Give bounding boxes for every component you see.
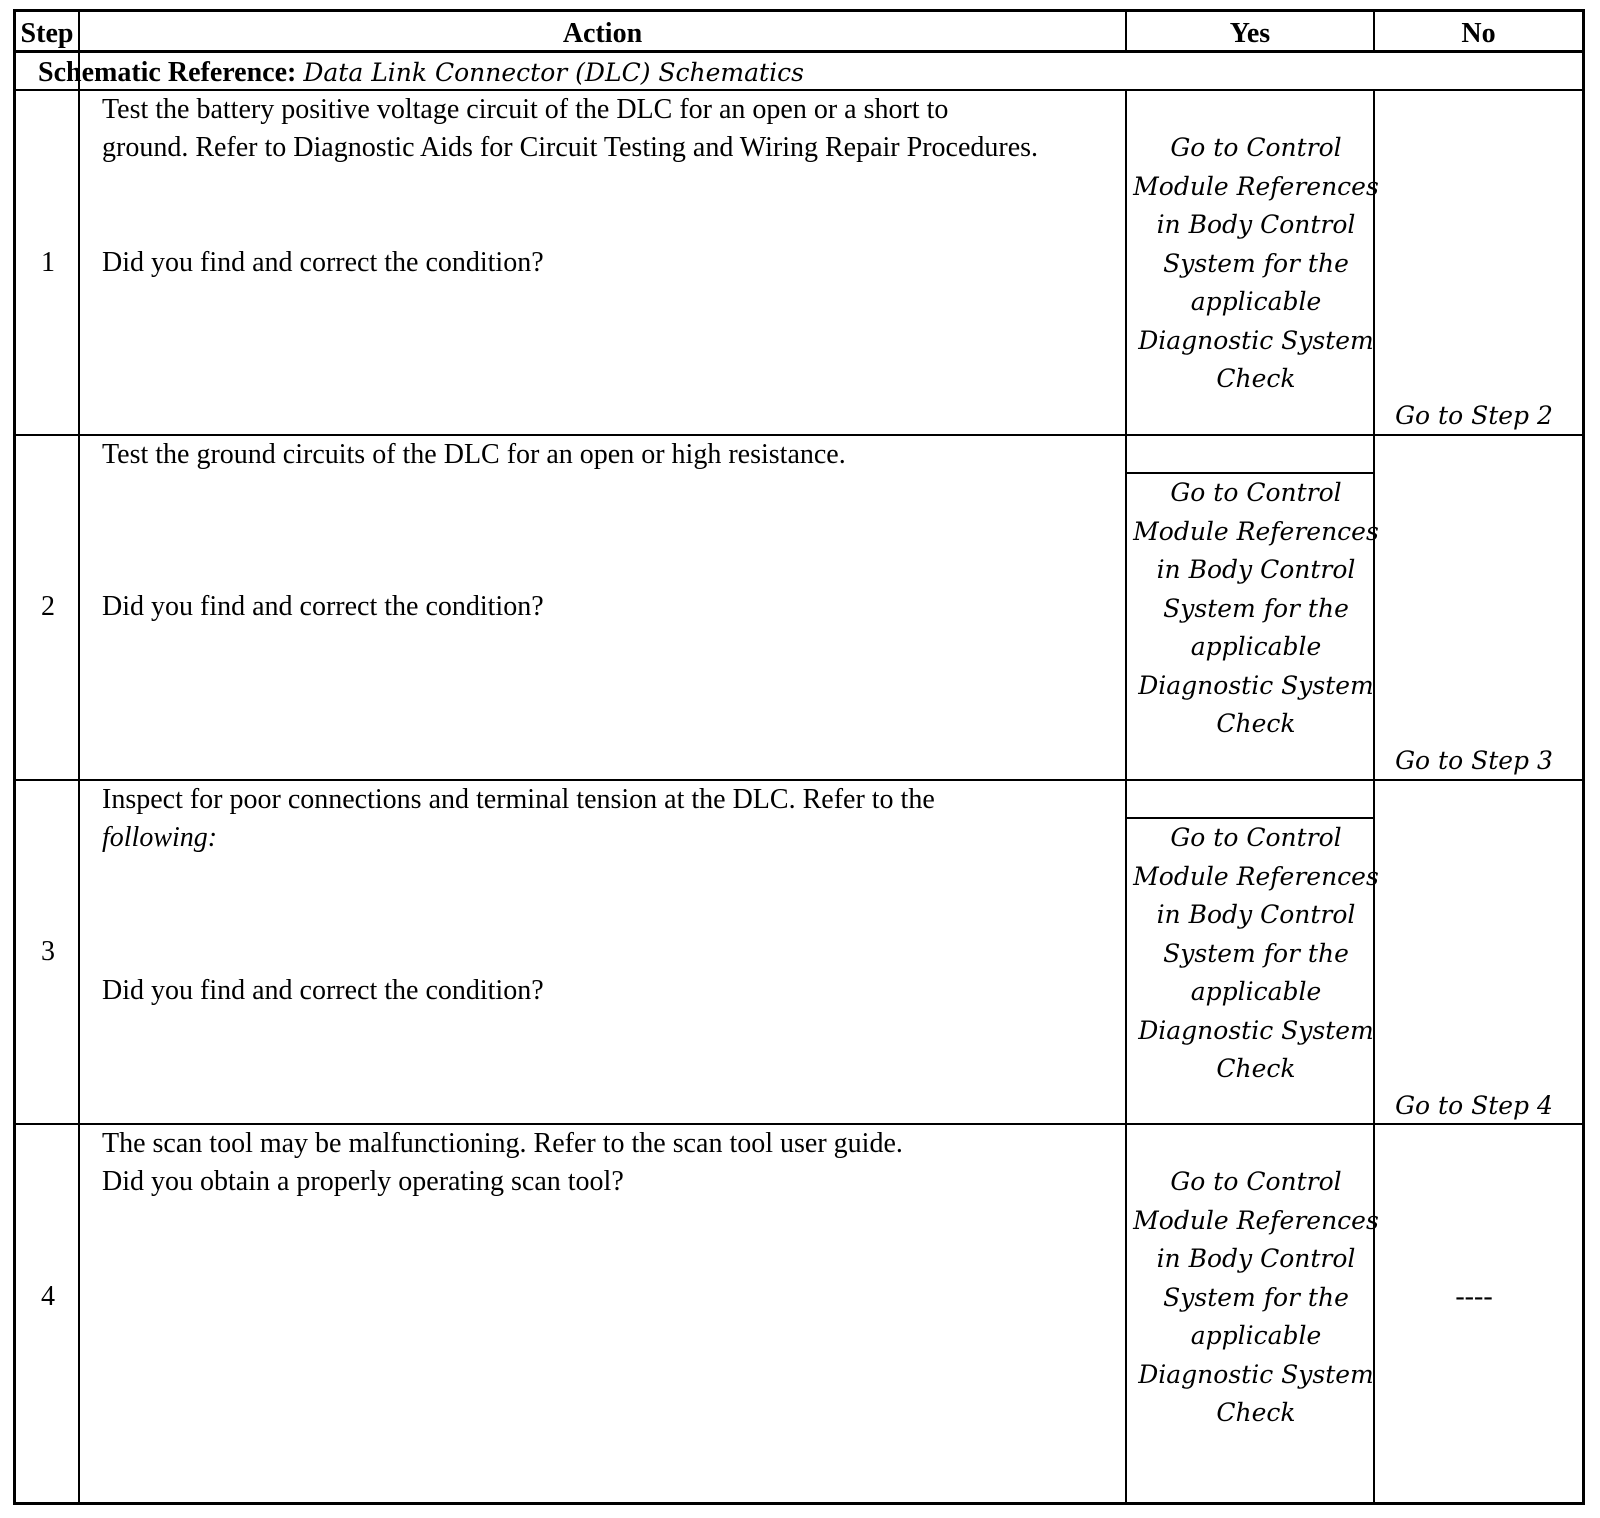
row3-action-line1: Inspect for poor connections and terminal tension at the DLC. Refer to the bbox=[102, 784, 935, 815]
row4-action-line2: Did you obtain a properly operating scan tool? bbox=[102, 1166, 624, 1197]
step-number-1: 1 bbox=[41, 247, 55, 278]
row1-yes[interactable]: Go to Control Module References in Body Control System for the applicable Diagnostic System Check bbox=[1133, 133, 1379, 393]
diagnostic-table bbox=[13, 9, 1585, 1505]
col-divider-action bbox=[1125, 90, 1127, 1502]
row4-action-line1: The scan tool may be malfunctioning. Refer to the scan tool user guide. bbox=[102, 1128, 903, 1159]
row3-yes[interactable]: Go to Control Module References in Body Control System for the applicable Diagnostic System Check bbox=[1133, 823, 1379, 1083]
row1-action-line1: Test the battery positive voltage circuit of the DLC for an open or a short to bbox=[102, 94, 949, 125]
row4-no: ---- bbox=[1455, 1281, 1493, 1312]
row3-no[interactable]: Go to Step 4 bbox=[1395, 1091, 1553, 1120]
row1-action-line2: ground. Refer to Diagnostic Aids for Circuit Testing and Wiring Repair Procedures. bbox=[102, 132, 1039, 163]
row2-question: Did you find and correct the condition? bbox=[102, 591, 544, 622]
row1-no[interactable]: Go to Step 2 bbox=[1395, 401, 1553, 430]
step-number-4: 4 bbox=[41, 1281, 55, 1312]
row2-no[interactable]: Go to Step 3 bbox=[1395, 746, 1553, 775]
row3-question: Did you find and correct the condition? bbox=[102, 975, 544, 1006]
row1-question: Did you find and correct the condition? bbox=[102, 247, 544, 278]
row2-yes[interactable]: Go to Control Module References in Body Control System for the applicable Diagnostic System Check bbox=[1133, 478, 1379, 738]
step-number-3: 3 bbox=[41, 936, 55, 967]
header-step: Step bbox=[20, 18, 74, 49]
schematic-link[interactable]: Data Link Connector (DLC) Schematics bbox=[303, 58, 804, 87]
header-action: Action bbox=[562, 18, 643, 49]
row2-action-line1: Test the ground circuits of the DLC for an open or high resistance. bbox=[102, 439, 846, 470]
schematic-label: Schematic Reference: bbox=[38, 57, 297, 88]
header-no: No bbox=[1461, 18, 1496, 49]
schematic-reference bbox=[38, 54, 804, 93]
row3-action-line2: following: bbox=[102, 822, 218, 853]
header-yes: Yes bbox=[1229, 18, 1271, 49]
row4-yes[interactable]: Go to Control Module References in Body Control System for the applicable Diagnostic System Check bbox=[1133, 1167, 1379, 1427]
step-number-2: 2 bbox=[41, 591, 55, 622]
